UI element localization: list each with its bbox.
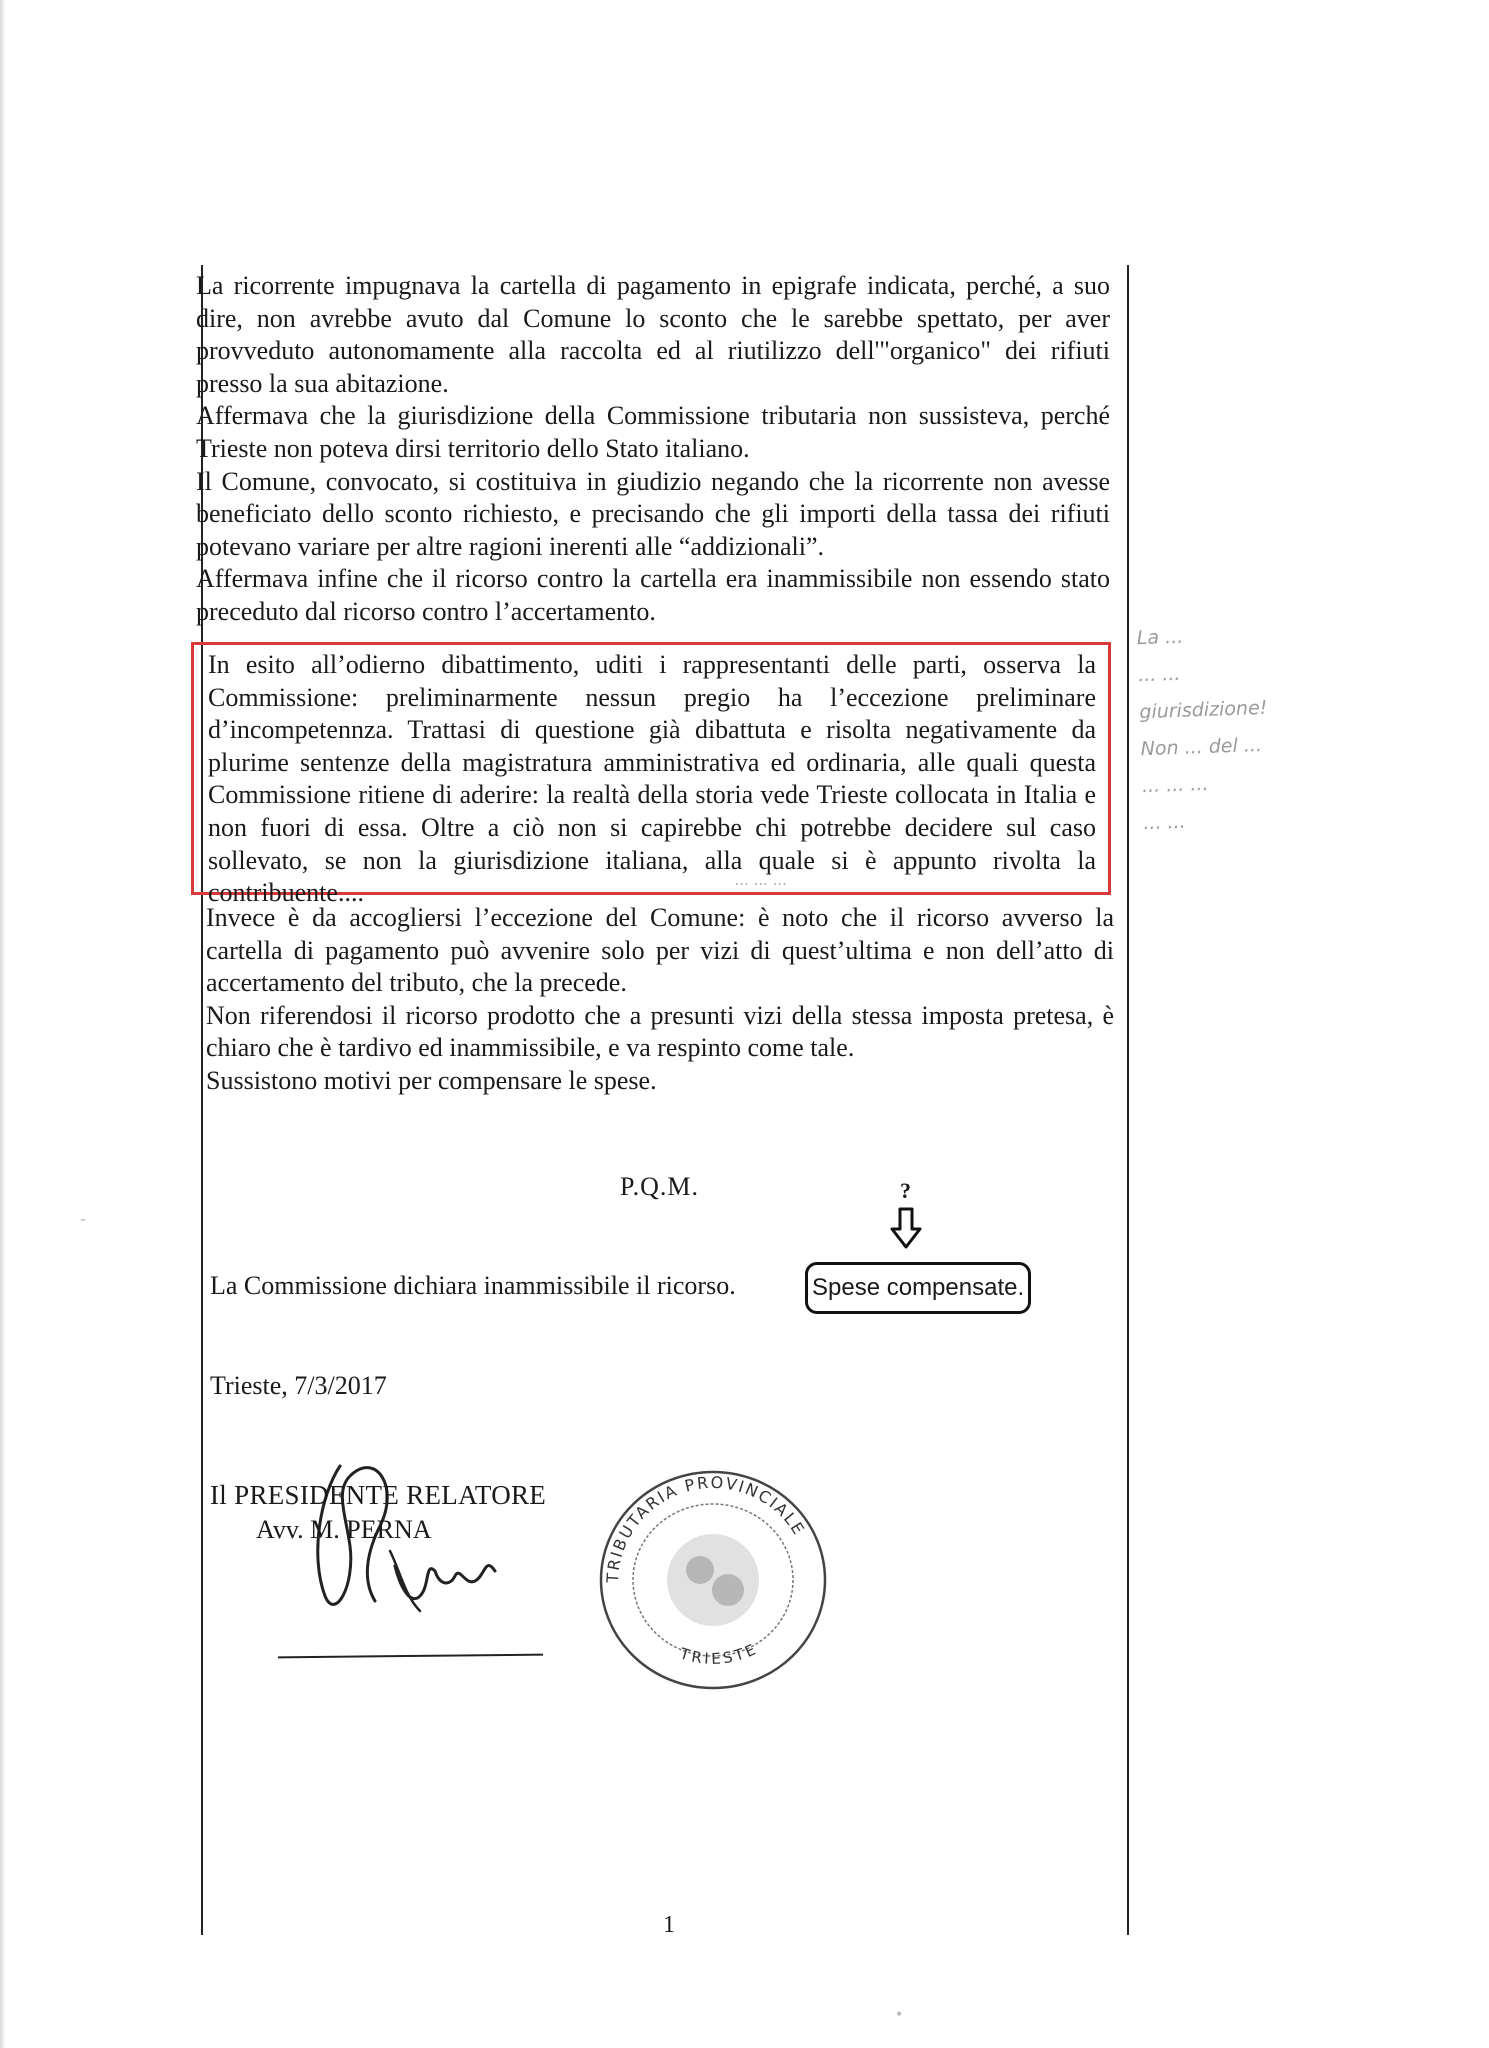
date-line: Trieste, 7/3/2017 bbox=[210, 1371, 387, 1400]
paragraph: La ricorrente impugnava la cartella di pagamento in epigrafe indicata, perché, a suo dire, non avrebbe avuto dal Comune lo sconto che le sarebbe spettato, per aver provveduto autonomamente alla raccolta ed al riutilizzo dell'"organico" dei rifiuti presso la sua abitazione. bbox=[196, 271, 1110, 398]
seal-top-text: TRIBUTARIA PROVINCIALE bbox=[602, 1472, 810, 1584]
handwritten-margin-note bbox=[1136, 610, 1444, 842]
scan-edge-shadow bbox=[0, 0, 6, 2048]
signatory-name: Avv. M. PERNA bbox=[256, 1515, 432, 1544]
note-line: ... ... ... bbox=[1141, 772, 1209, 798]
scan-speck: • bbox=[896, 2004, 903, 2024]
paragraph: Non riferendosi il ricorso prodotto che a presunti vizi della stessa imposta pretesa, è chiaro che è tardivo ed inammissibile, e va respinto come tale. bbox=[206, 1000, 1114, 1063]
down-arrow-icon bbox=[889, 1207, 923, 1249]
seal-bottom-text: TRIESTE bbox=[677, 1639, 761, 1668]
handwritten-inline-note: ... ... ... bbox=[735, 871, 788, 889]
official-seal-stamp bbox=[588, 1458, 838, 1698]
decision-text: La Commissione dichiara inammissibile il ricorso. bbox=[210, 1271, 736, 1300]
note-line: La ... bbox=[1136, 625, 1184, 650]
paragraph: Affermava infine che il ricorso contro la cartella era inammissibile non essendo stato preceduto dal ricorso contro l’accertamento. bbox=[196, 564, 1110, 626]
page-number: 1 bbox=[663, 1912, 675, 1938]
note-line: ... ... bbox=[1142, 810, 1186, 835]
signature-line bbox=[278, 1654, 543, 1659]
note-line: ... ... bbox=[1137, 662, 1181, 687]
note-line: giurisdizione! bbox=[1139, 696, 1268, 724]
scan-speck: - bbox=[80, 1208, 86, 1228]
pqm-heading: P.Q.M. bbox=[620, 1172, 699, 1201]
paragraph: Il Comune, convocato, si costituiva in giudizio negando che la ricorrente non avesse beneficiato dello sconto richiesto, e precisando che gli importi della tassa dei rifiuti potevano variare per altre ragioni inerenti alle “addizionali”. bbox=[196, 466, 1110, 561]
paragraph: Affermava che la giurisdizione della Commissione tributaria non sussisteva, perché Trieste non poteva dirsi territorio dello Stato italiano. bbox=[196, 401, 1110, 463]
after-text bbox=[206, 902, 1114, 1098]
note-line: Non ... del ... bbox=[1140, 733, 1263, 761]
svg-text:TRIESTE bbox=[677, 1639, 761, 1668]
body-text bbox=[196, 270, 1110, 629]
paragraph: Invece è da accogliersi l’eccezione del Comune: è noto che il ricorso avverso la cartella di pagamento può avvenire solo per vizi di quest’ultima e non dell’atto di accertamento del tributo, che la precede. bbox=[206, 903, 1114, 998]
paragraph: Sussistono motivi per compensare le spese. bbox=[206, 1065, 657, 1095]
spese-compensate-box: Spese compensate. bbox=[805, 1262, 1031, 1314]
right-margin-rule bbox=[1127, 265, 1129, 1935]
question-mark: ? bbox=[900, 1178, 911, 1203]
signatory-title: Il PRESIDENTE RELATORE bbox=[210, 1480, 547, 1510]
highlighted-passage bbox=[191, 642, 1111, 908]
highlighted-paragraph: In esito all’odierno dibattimento, uditi i rappresentanti delle parti, osserva la Commissione: preliminarmente nessun pregio ha l’eccezione preliminare d’incompetennza. Trattasi di questione già dibattuta e risolta negativamente da plurime sentenze della magistratura amministrativa ed ordinaria, alle quali questa Commissione ritiene di aderire: la realtà della storia vede Trieste collocata in Italia e non fuori di essa. Oltre a ciò non si capirebbe chi potrebbe decidere sul caso sollevato, se non la giurisdizione italiana, alla quale si è appunto rivolta la contribuente.... bbox=[208, 650, 1096, 908]
